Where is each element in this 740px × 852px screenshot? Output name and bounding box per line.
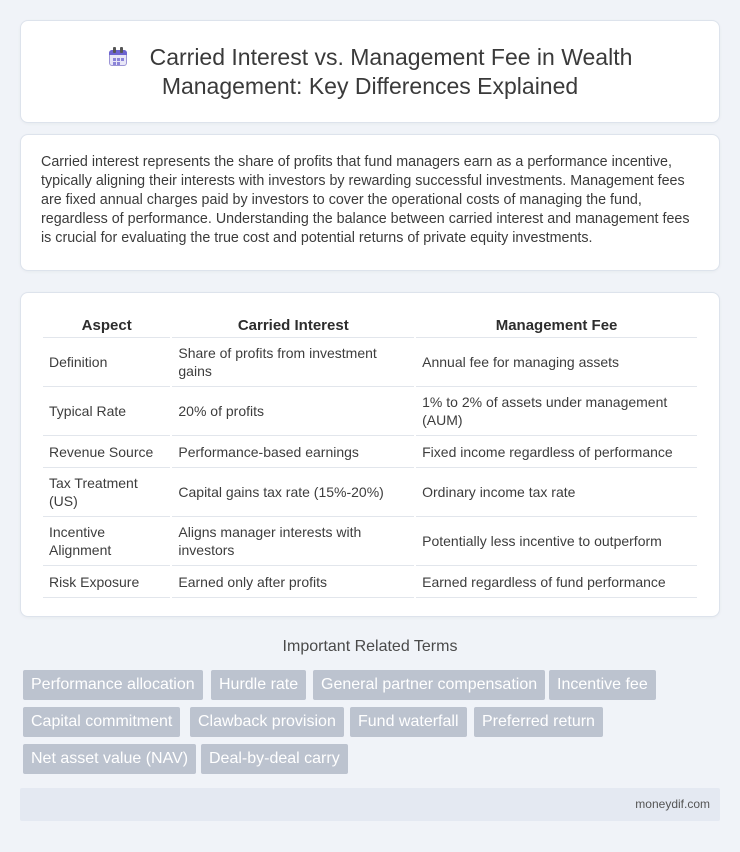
table-cell: Fixed income regardless of performance <box>416 436 697 468</box>
table-cell: Revenue Source <box>43 436 170 468</box>
tag-fund-waterfall[interactable]: Fund waterfall <box>350 707 467 737</box>
table-cell: Definition <box>43 338 170 387</box>
tag-clawback-provision[interactable]: Clawback provision <box>190 707 344 737</box>
table-row <box>43 566 697 598</box>
header-aspect: Aspect <box>43 315 170 338</box>
table-cell: Earned only after profits <box>172 566 414 598</box>
tag-hurdle-rate[interactable]: Hurdle rate <box>211 670 306 700</box>
intro-card <box>20 134 720 271</box>
table-row <box>43 436 697 468</box>
table-cell: Annual fee for managing assets <box>416 338 697 387</box>
header-carried-interest: Carried Interest <box>172 315 414 338</box>
header-management-fee: Management Fee <box>416 315 697 338</box>
table-cell: Incentive Alignment <box>43 517 170 566</box>
table-cell: Typical Rate <box>43 387 170 436</box>
page-title-block <box>21 43 719 101</box>
table-cell: Earned regardless of fund performance <box>416 566 697 598</box>
tag-net-asset-value[interactable]: Net asset value (NAV) <box>23 744 196 774</box>
tag-capital-commitment[interactable]: Capital commitment <box>23 707 180 737</box>
related-terms-title: Important Related Terms <box>282 638 458 655</box>
table-cell: Potentially less incentive to outperform <box>416 517 697 566</box>
table-cell: Risk Exposure <box>43 566 170 598</box>
title-card <box>20 20 720 123</box>
calendar-icon <box>108 47 128 67</box>
table-cell: Capital gains tax rate (15%-20%) <box>172 468 414 517</box>
intro-paragraph: Carried interest represents the share of profits that fund managers earn as a performance incentive, typically aligning their interests with investors by rewarding successful investments. Management fees are fixed annual charges paid by investors to cover the operational costs of managing the fund, regardless of performance. Understanding the balance between carried interest and management fees is crucial for evaluating the true cost and potential returns of private equity investments. <box>41 154 690 246</box>
page-title: Carried Interest vs. Management Fee in Wealth Management: Key Differences Explained <box>149 44 633 99</box>
table-cell: Share of profits from investment gains <box>172 338 414 387</box>
table-cell: Tax Treatment (US) <box>43 468 170 517</box>
table-row <box>43 468 697 517</box>
footer-site-link[interactable]: moneydif.com <box>635 797 710 811</box>
tag-preferred-return[interactable]: Preferred return <box>474 707 603 737</box>
tag-general-partner-compensation[interactable]: General partner compensation <box>313 670 545 700</box>
tag-incentive-fee[interactable]: Incentive fee <box>549 670 656 700</box>
table-row <box>43 338 697 387</box>
comparison-card <box>20 292 720 617</box>
tag-deal-by-deal-carry[interactable]: Deal-by-deal carry <box>201 744 348 774</box>
table-cell: 20% of profits <box>172 387 414 436</box>
table-row <box>43 517 697 566</box>
table-cell: Performance-based earnings <box>172 436 414 468</box>
table-cell: 1% to 2% of assets under management (AUM) <box>416 387 697 436</box>
footer <box>20 788 720 821</box>
table-cell: Aligns manager interests with investors <box>172 517 414 566</box>
table-header-row <box>43 315 697 338</box>
table-row <box>43 387 697 436</box>
tag-performance-allocation[interactable]: Performance allocation <box>23 670 203 700</box>
table-cell: Ordinary income tax rate <box>416 468 697 517</box>
comparison-table <box>41 315 699 598</box>
